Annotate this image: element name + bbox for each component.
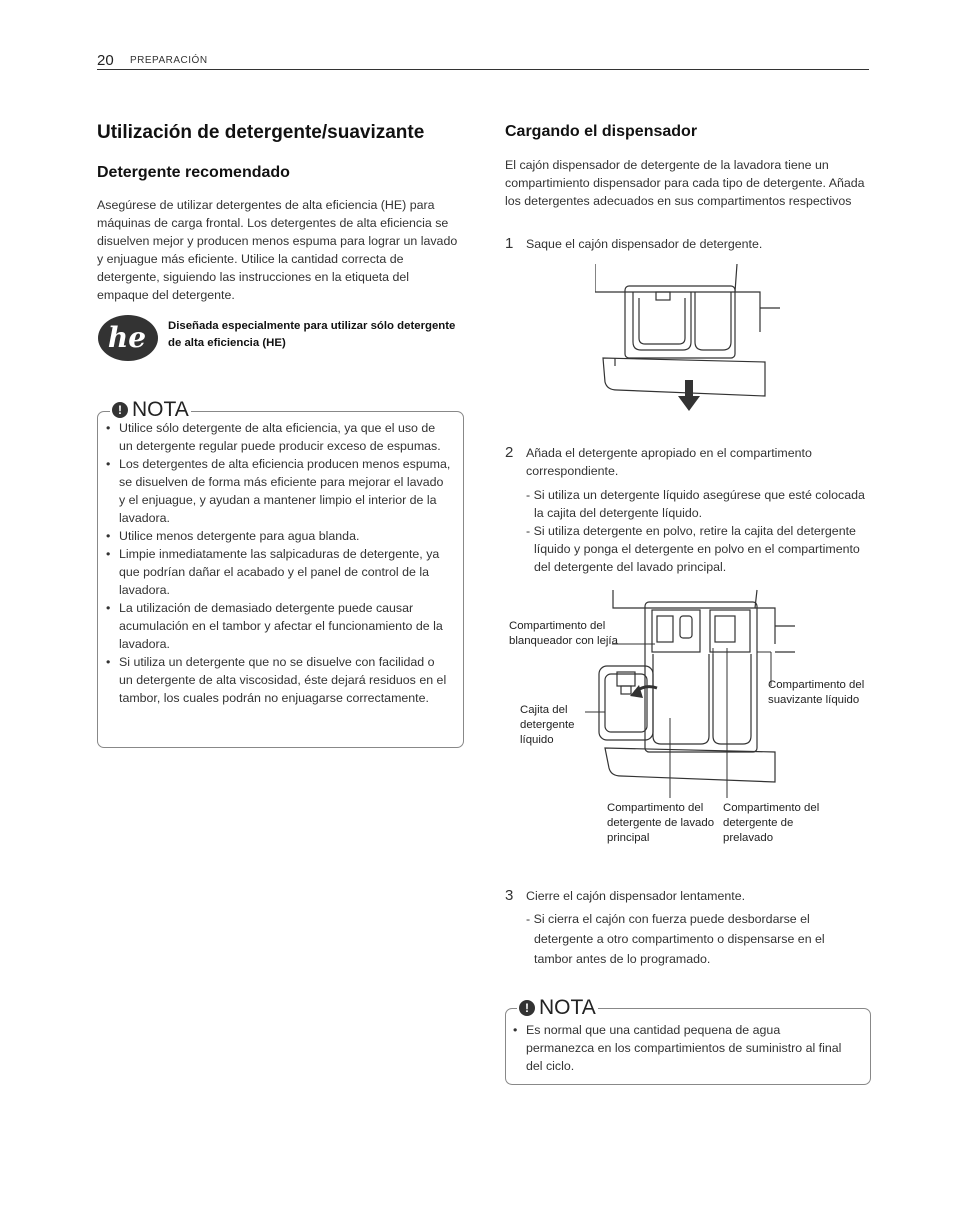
section-name: PREPARACIÓN [130, 55, 208, 66]
list-item: - Si cierra el cajón con fuerza puede desbordarse el detergente a otro compartimento o dispensarse en el tambor antes de lo programado. [526, 912, 825, 966]
step-2-number: 2 [505, 444, 514, 461]
list-item: • La utilización de demasiado detergente puede causar acumulación en el tambor y afectar el funcionamiento de la lavadora. [99, 599, 451, 653]
list-item: • Limpie inmediatamente las salpicaduras de detergente, ya que podrían dañar el acabado y el panel de control de la lavadora. [99, 545, 451, 599]
list-item: - Si utiliza detergente en polvo, retire la cajita del detergente líquido y ponga el detergente en polvo en el compartimento del detergente del lavado principal. [526, 524, 860, 574]
list-item: • Utilice menos detergente para agua blanda. [99, 527, 451, 545]
list-item: • Es normal que una cantidad pequena de agua permanezca en los compartimientos de suministro al final del ciclo. [506, 1021, 851, 1075]
warning-icon: ! [519, 1000, 535, 1016]
step-3-sublist [526, 909, 856, 969]
label-prewash-compartment: Compartimento del detergente de prelavado [723, 802, 820, 844]
drawer-pull-illustration [595, 262, 780, 412]
warning-icon: ! [112, 402, 128, 418]
note-list-left [99, 419, 451, 707]
step-1-number: 1 [505, 235, 514, 252]
note-heading-right [517, 996, 598, 1020]
label-main-wash-compartment: Compartimento del detergente de lavado principal [607, 802, 715, 844]
list-item: • Utilice sólo detergente de alta eficiencia, ya que el uso de un detergente regular puede producir exceso de espumas. [99, 419, 451, 455]
step-2-sublist [526, 486, 866, 576]
label-bleach-compartment: Compartimento del blanqueador con lejía [509, 620, 618, 647]
he-logo-text: he [107, 321, 147, 354]
label-softener-compartment: Compartimento del suavizante líquido [768, 679, 865, 706]
note-list-right [506, 1021, 851, 1075]
step-2-text: Añada el detergente apropiado en el compartimento correspondiente. [526, 446, 812, 478]
list-item: • Los detergentes de alta eficiencia producen menos espuma, se disuelven de forma más eficiente para mejorar el lavado y el enjuague, y ayudan a mantener limpio el interior de la lavadora. [99, 455, 451, 527]
he-caption: Diseñada especialmente para utilizar sólo detergente de alta eficiencia (HE) [168, 320, 456, 349]
note-heading-label: NOTA [132, 398, 189, 421]
step-3-number: 3 [505, 887, 514, 904]
note-heading-label: NOTA [539, 996, 596, 1019]
recommended-detergent-text: Asegúrese de utilizar detergentes de alta eficiencia (HE) para máquinas de carga frontal. Los detergentes de alta eficiencia se disuelven mejor y producen menos espuma para lograr un lavado y enjuague más eficiente. Utilice la cantidad correcta de detergente, siguiendo las instrucciones en la etiqueta del empaque del detergente. [97, 198, 458, 302]
list-item: - Si utiliza un detergente líquido asegúrese que esté colocada la cajita del detergente líquido. [526, 488, 865, 520]
recommended-detergent-heading: Detergente recomendado [97, 164, 290, 181]
label-liquid-cup: Cajita del detergente líquido [520, 704, 575, 746]
he-logo [97, 314, 159, 362]
loading-dispenser-heading: Cargando el dispensador [505, 123, 698, 140]
list-item: • Si utiliza un detergente que no se disuelve con facilidad o un detergente de alta viscosidad, éste dejará residuos en el tambor, los cuales podrán no enjuagarse correctamente. [99, 653, 451, 707]
step-3-text: Cierre el cajón dispensador lentamente. [526, 889, 746, 903]
header-rule [97, 69, 869, 70]
page-title: Utilización de detergente/suavizante [97, 122, 425, 143]
page-number: 20 [97, 52, 114, 69]
step-1-text: Saque el cajón dispensador de detergente. [526, 237, 763, 251]
loading-dispenser-intro: El cajón dispensador de detergente de la lavadora tiene un compartimiento dispensador para cada tipo de detergente. Añada los detergentes adecuados en sus compartimentos respectivos [505, 158, 865, 208]
